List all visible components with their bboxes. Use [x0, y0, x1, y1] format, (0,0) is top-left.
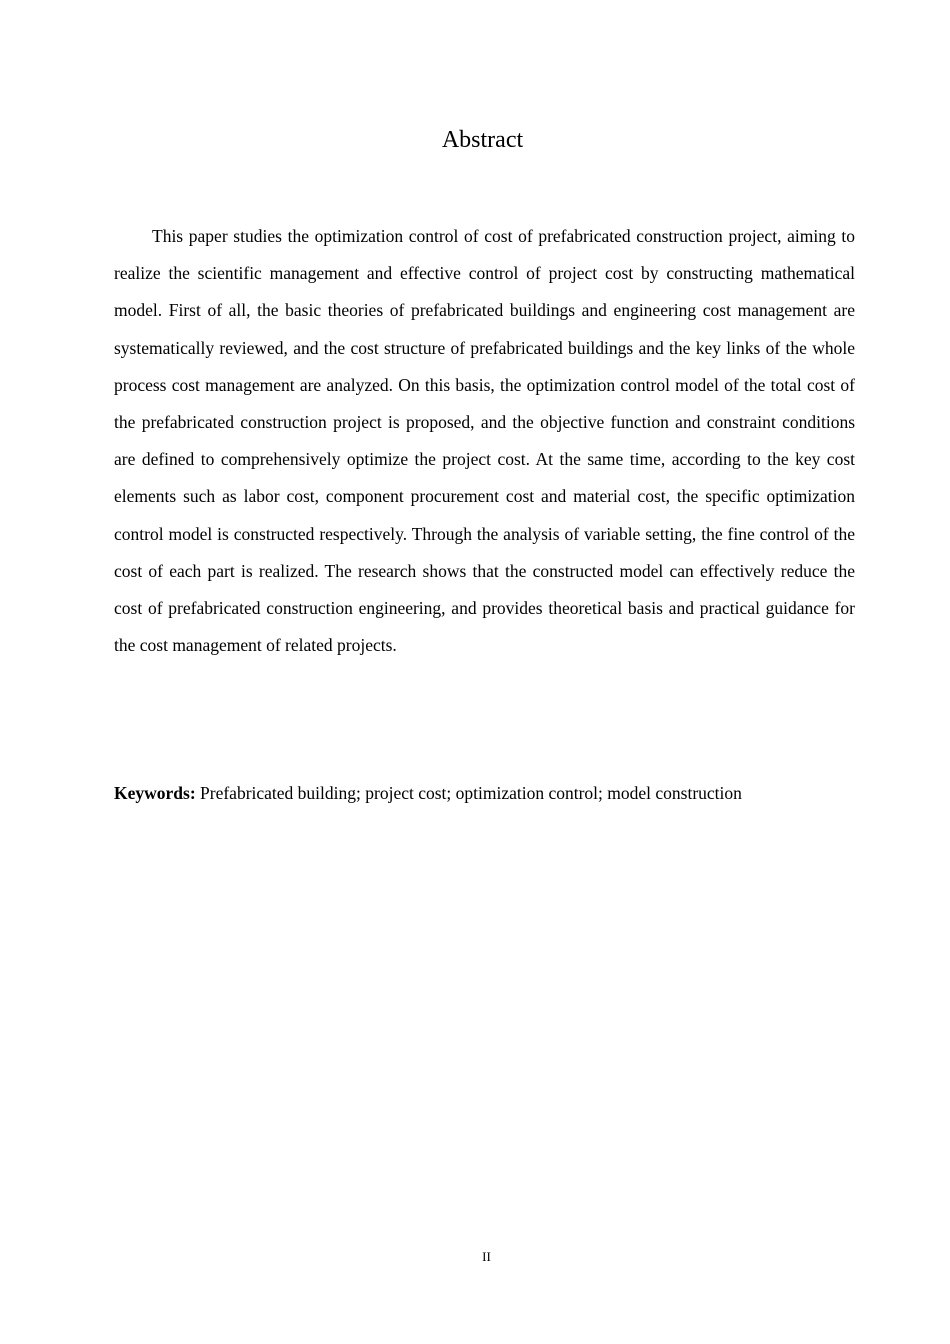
keywords-label: Keywords: [114, 783, 196, 803]
keywords-line [114, 776, 855, 810]
page-number: II [482, 1249, 491, 1264]
abstract-paragraph: This paper studies the optimization control of cost of prefabricated construction project, aiming to realize the scientific management and effective control of project cost by constructing mathematical model. First of all, the basic theories of prefabricated buildings and engineering cost management are systematically reviewed, and the cost structure of prefabricated buildings and the key links of the whole process cost management are analyzed. On this basis, the optimization control model of the total cost of the prefabricated construction project is proposed, and the objective function and constraint conditions are defined to comprehensively optimize the project cost. At the same time, according to the key cost elements such as labor cost, component procurement cost and material cost, the specific optimization control model is constructed respectively. Through the analysis of variable setting, the fine control of the cost of each part is realized. The research shows that the constructed model can effectively reduce the cost of prefabricated construction engineering, and provides theoretical basis and practical guidance for the cost management of related projects. [114, 226, 855, 656]
page-title: Abstract [441, 127, 524, 153]
keywords-text: Prefabricated building; project cost; optimization control; model construction [200, 783, 742, 803]
